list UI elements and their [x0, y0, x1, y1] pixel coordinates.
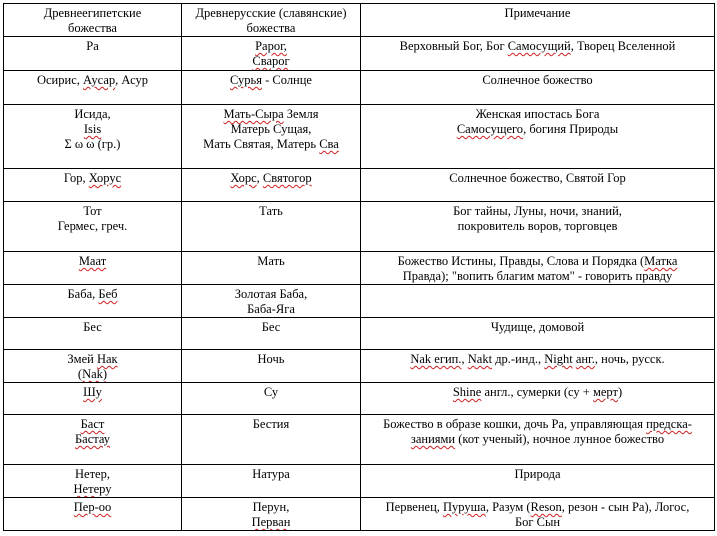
spellcheck-word: предска- [646, 417, 692, 431]
note-cell-line [364, 39, 711, 54]
note-cell-line [364, 352, 711, 367]
table-row [4, 202, 715, 252]
slavic-cell-line [185, 107, 357, 122]
cell-text: Природа [514, 467, 561, 481]
slavic-cell-line [185, 287, 357, 302]
egyptian-cell [4, 285, 182, 318]
slavic-cell [182, 285, 361, 318]
slavic-cell [182, 202, 361, 252]
note-cell-line [364, 500, 711, 515]
egyptian-cell [4, 415, 182, 465]
cell-text: Золотая Баба, [234, 287, 308, 301]
egyptian-cell-line [7, 287, 178, 302]
cell-text: Бог тайны, Луны, ночи, знаний, [453, 204, 622, 218]
egyptian-cell [4, 383, 182, 415]
spellcheck-word: Беб [98, 287, 118, 301]
table-row [4, 415, 715, 465]
egyptian-cell [4, 252, 182, 285]
egyptian-cell [4, 350, 182, 383]
slavic-cell [182, 498, 361, 531]
cell-text: , богиня Природы [523, 122, 619, 136]
spellcheck-word: Пурушa [443, 500, 486, 514]
cell-text: Σ ω ω (гр.) [64, 137, 121, 151]
cell-text: Божество в образе кошки, дочь Ра, управляющая [383, 417, 647, 431]
slavic-cell-line [185, 352, 357, 367]
cell-text: Баба-Яга [247, 302, 295, 316]
note-cell-line [364, 204, 711, 219]
cell-text: , ночь, русск. [594, 352, 665, 366]
table-row [4, 169, 715, 202]
spellcheck-word: Shine [452, 385, 482, 399]
note-cell [361, 415, 715, 465]
cell-text: Ра [86, 39, 99, 53]
header-egyptian-line-2: божества [68, 21, 117, 35]
egyptian-cell-line [7, 39, 178, 54]
cell-text: Мать Святая, Матерь [203, 137, 320, 151]
egyptian-cell-line [7, 432, 178, 447]
cell-text: Исида, [74, 107, 111, 121]
cell-text: Су [263, 385, 279, 399]
header-slavic-line-2: божества [246, 21, 296, 35]
note-cell-line [364, 219, 711, 234]
egyptian-cell-line [7, 122, 178, 137]
cell-text: Земля [283, 107, 319, 121]
slavic-cell [182, 252, 361, 285]
note-cell-line [364, 467, 711, 482]
cell-text: , [461, 352, 468, 366]
note-cell-line [364, 515, 711, 530]
spellcheck-word: Нак [96, 352, 118, 366]
slavic-cell-line [185, 171, 357, 186]
spellcheck-word: Пер-оо [73, 500, 112, 514]
table-row [4, 252, 715, 285]
cell-text: Ночь [257, 352, 285, 366]
note-cell [361, 252, 715, 285]
egyptian-cell-line [7, 417, 178, 432]
table-row [4, 37, 715, 71]
slavic-cell-line [185, 515, 357, 530]
cell-text: (кот ученый), ночное лунное божество [455, 432, 665, 446]
spellcheck-word: Баст [80, 417, 105, 431]
note-cell [361, 71, 715, 105]
spellcheck-word: Мать-Сыра [223, 107, 284, 121]
spellcheck-word: Аусар [83, 73, 116, 87]
table-row [4, 383, 715, 415]
cell-text: Солнечное божество, Святой Гор [449, 171, 626, 185]
table-row [4, 350, 715, 383]
note-cell-line [364, 171, 711, 186]
cell-text: , Творец Вселенной [570, 39, 676, 53]
spellcheck-word: Рарог, [255, 39, 287, 53]
header-slavic-line-1: Древнерусские (славянские) [195, 6, 347, 20]
slavic-cell-line [185, 320, 357, 335]
cell-text: , Разум ( [485, 500, 531, 514]
slavic-cell-line [185, 467, 357, 482]
table-row [4, 71, 715, 105]
spellcheck-word: Самосущего [456, 122, 524, 136]
spellcheck-word: Сва [319, 137, 339, 151]
spellcheck-word: Бастау [74, 432, 111, 446]
slavic-cell [182, 37, 361, 71]
spellcheck-word: заниями [410, 432, 456, 446]
note-cell-line [364, 320, 711, 335]
deities-table [3, 3, 715, 531]
spellcheck-word: Isis [83, 122, 102, 136]
slavic-cell-line [185, 122, 357, 137]
spellcheck-word: Reson [530, 500, 562, 514]
note-cell [361, 318, 715, 350]
spellcheck-word: (Nak) [77, 367, 108, 381]
cell-text: др.-инд., [492, 352, 545, 366]
cell-text: Баба, [67, 287, 99, 301]
slavic-cell-line [185, 385, 357, 400]
note-cell [361, 202, 715, 252]
spellcheck-word: Шу [83, 385, 102, 399]
spellcheck-word: Нетеру [73, 482, 112, 496]
spellcheck-word: Матка [644, 254, 678, 268]
table-row [4, 105, 715, 169]
note-cell [361, 498, 715, 531]
cell-text: Верховный Бог, Бог [399, 39, 508, 53]
egyptian-cell-line [7, 367, 178, 382]
spellcheck-word: Night [544, 352, 573, 366]
header-egyptian [4, 4, 182, 37]
egyptian-cell [4, 169, 182, 202]
egyptian-cell [4, 498, 182, 531]
header-note-line-1: Примечание [504, 6, 571, 20]
egyptian-cell [4, 105, 182, 169]
note-cell-line [364, 73, 711, 88]
spellcheck-word: Nakt [467, 352, 493, 366]
cell-text: Бестия [252, 417, 290, 431]
cell-text: Тот [83, 204, 102, 218]
spellcheck-word: Сварог [252, 54, 290, 68]
slavic-cell [182, 318, 361, 350]
cell-text: , Асур [115, 73, 149, 87]
note-cell-line [364, 269, 711, 284]
cell-text: Бог Сын [514, 515, 561, 529]
cell-text: Гермес, греч. [57, 219, 128, 233]
egyptian-cell [4, 318, 182, 350]
cell-text: Женская ипостась Бога [475, 107, 600, 121]
note-cell [361, 383, 715, 415]
slavic-cell-line [185, 254, 357, 269]
slavic-cell [182, 71, 361, 105]
note-cell-line [364, 254, 711, 269]
egyptian-cell-line [7, 467, 178, 482]
header-egyptian-line-1: Древнеегипетские [43, 6, 142, 20]
cell-text: Перун, [252, 500, 290, 514]
spellcheck-word: Самосущий [507, 39, 571, 53]
cell-text: , резон - сын Ра), Логос, [561, 500, 690, 514]
slavic-cell-line [185, 417, 357, 432]
cell-text: Натура [252, 467, 290, 481]
slavic-cell [182, 350, 361, 383]
table-row [4, 465, 715, 498]
spellcheck-word: Святогор [262, 171, 312, 185]
table-row [4, 285, 715, 318]
note-cell-line [364, 385, 711, 400]
note-cell [361, 105, 715, 169]
slavic-cell-line [185, 302, 357, 317]
cell-text: Чудище, домовой [490, 320, 585, 334]
note-cell-line [364, 417, 711, 432]
egyptian-cell [4, 202, 182, 252]
cell-text: Тать [259, 204, 283, 218]
note-cell [361, 285, 715, 318]
cell-text: ) [617, 385, 623, 399]
egyptian-cell-line [7, 254, 178, 269]
cell-text: Нетер, [75, 467, 110, 481]
cell-text: Солнечное божество [482, 73, 593, 87]
cell-text: , [256, 171, 263, 185]
egyptian-cell-line [7, 171, 178, 186]
slavic-cell [182, 465, 361, 498]
cell-text: Божество Истины, Правды, Слова и Порядка ( [397, 254, 645, 268]
cell-text: покровитель воров, торговцев [457, 219, 618, 233]
cell-text: Мать [257, 254, 285, 268]
egyptian-cell-line [7, 73, 178, 88]
slavic-cell [182, 415, 361, 465]
spellcheck-word: мерт [592, 385, 618, 399]
cell-text: Бес [261, 320, 281, 334]
note-cell-line [364, 122, 711, 137]
egyptian-cell-line [7, 500, 178, 515]
spellcheck-word: анг. [575, 352, 595, 366]
header-slavic [182, 4, 361, 37]
egyptian-cell-line [7, 219, 178, 234]
cell-text: Гор, [63, 171, 89, 185]
spellcheck-word: Хорс [230, 171, 257, 185]
egyptian-cell-line [7, 385, 178, 400]
slavic-cell-line [185, 204, 357, 219]
note-cell-line [364, 432, 711, 447]
cell-text: Первенец, [385, 500, 444, 514]
cell-text: Матерь Сущая, [230, 122, 312, 136]
note-cell [361, 350, 715, 383]
egyptian-cell-line [7, 137, 178, 152]
note-cell [361, 169, 715, 202]
egyptian-cell-line [7, 352, 178, 367]
egyptian-cell [4, 37, 182, 71]
spellcheck-word: Маат [78, 254, 107, 268]
egyptian-cell-line [7, 320, 178, 335]
spellcheck-word: Сурья [230, 73, 262, 87]
cell-text: - Солнце [261, 73, 312, 87]
spellcheck-word: Перван [251, 515, 291, 529]
table-row [4, 318, 715, 350]
note-cell [361, 37, 715, 71]
cell-text: Осирис, [36, 73, 83, 87]
spellcheck-word: Хорус [88, 171, 122, 185]
note-cell [361, 465, 715, 498]
egyptian-cell-line [7, 107, 178, 122]
egyptian-cell [4, 71, 182, 105]
egyptian-cell [4, 465, 182, 498]
slavic-cell-line [185, 54, 357, 69]
slavic-cell [182, 383, 361, 415]
slavic-cell-line [185, 73, 357, 88]
slavic-cell [182, 105, 361, 169]
cell-text: англ., сумерки (су + [481, 385, 593, 399]
note-cell-line [364, 107, 711, 122]
spellcheck-word: Nak егип. [410, 352, 462, 366]
slavic-cell-line [185, 500, 357, 515]
table-row [4, 498, 715, 531]
egyptian-cell-line [7, 204, 178, 219]
cell-text: Бес [83, 320, 102, 334]
slavic-cell [182, 169, 361, 202]
egyptian-cell-line [7, 482, 178, 497]
slavic-cell-line [185, 39, 357, 54]
header-note [361, 4, 715, 37]
cell-text: Правда); "вопить благим матом" - говорить правду [402, 269, 673, 283]
cell-text: Змей [67, 352, 97, 366]
header-row [4, 4, 715, 37]
slavic-cell-line [185, 137, 357, 152]
